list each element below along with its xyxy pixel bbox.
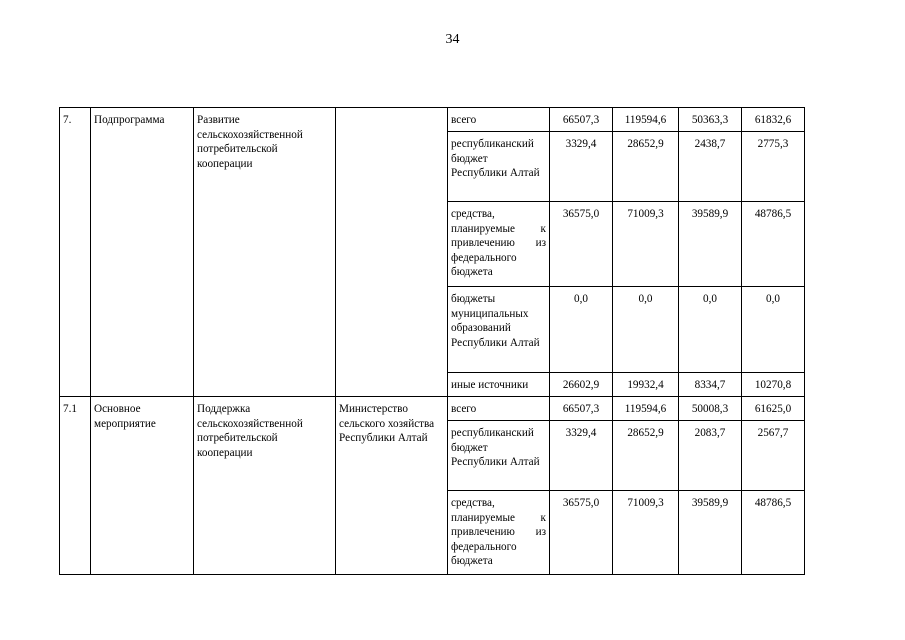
value-cell: 2438,7 <box>679 132 742 202</box>
program-type: Основное мероприятие <box>91 397 194 575</box>
value-cell: 2775,3 <box>742 132 805 202</box>
value-cell: 71009,3 <box>613 491 679 575</box>
value-cell: 19932,4 <box>613 373 679 397</box>
value-cell: 50363,3 <box>679 108 742 132</box>
value-cell: 10270,8 <box>742 373 805 397</box>
value-cell: 0,0 <box>550 287 613 373</box>
value-cell: 26602,9 <box>550 373 613 397</box>
value-cell: 119594,6 <box>613 108 679 132</box>
page-number: 34 <box>445 32 460 47</box>
funding-source: республиканский бюджет Республики Алтай <box>448 132 550 202</box>
program-name: Поддержка сельскохозяйственной потребительской кооперации <box>194 397 336 575</box>
value-cell: 48786,5 <box>742 202 805 287</box>
program-name: Развитие сельскохозяйственной потребительской кооперации <box>194 108 336 397</box>
funding-source: средства, планируемые к привлечению из федерального бюджета <box>448 202 550 287</box>
funding-source: бюджеты муниципальных образований Республики Алтай <box>448 287 550 373</box>
value-cell: 50008,3 <box>679 397 742 421</box>
funding-source: иные источники <box>448 373 550 397</box>
value-cell: 3329,4 <box>550 132 613 202</box>
table-row <box>60 108 805 132</box>
value-cell: 48786,5 <box>742 491 805 575</box>
value-cell: 61625,0 <box>742 397 805 421</box>
value-cell: 8334,7 <box>679 373 742 397</box>
value-cell: 39589,9 <box>679 491 742 575</box>
value-cell: 39589,9 <box>679 202 742 287</box>
value-cell: 2083,7 <box>679 421 742 491</box>
value-cell: 71009,3 <box>613 202 679 287</box>
executor: Министерство сельского хозяйства Республики Алтай <box>336 397 448 575</box>
value-cell: 66507,3 <box>550 397 613 421</box>
funding-source: республиканский бюджет Республики Алтай <box>448 421 550 491</box>
value-cell: 0,0 <box>742 287 805 373</box>
value-cell: 66507,3 <box>550 108 613 132</box>
value-cell: 28652,9 <box>613 421 679 491</box>
executor <box>336 108 448 397</box>
funding-source: всего <box>448 108 550 132</box>
value-cell: 61832,6 <box>742 108 805 132</box>
value-cell: 36575,0 <box>550 202 613 287</box>
row-number: 7.1 <box>60 397 91 575</box>
value-cell: 36575,0 <box>550 491 613 575</box>
value-cell: 0,0 <box>613 287 679 373</box>
value-cell: 2567,7 <box>742 421 805 491</box>
program-type: Подпрограмма <box>91 108 194 397</box>
funding-source: всего <box>448 397 550 421</box>
value-cell: 28652,9 <box>613 132 679 202</box>
value-cell: 119594,6 <box>613 397 679 421</box>
row-number: 7. <box>60 108 91 397</box>
funding-source: средства, планируемые к привлечению из федерального бюджета <box>448 491 550 575</box>
table-row <box>60 397 805 421</box>
value-cell: 0,0 <box>679 287 742 373</box>
value-cell: 3329,4 <box>550 421 613 491</box>
budget-table <box>59 107 805 575</box>
